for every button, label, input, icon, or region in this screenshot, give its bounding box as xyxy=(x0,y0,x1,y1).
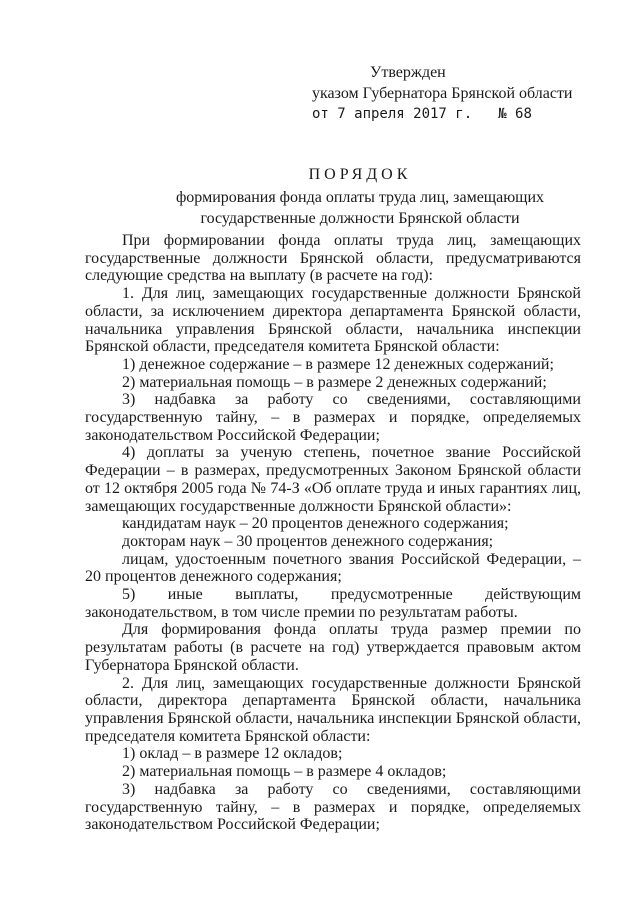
paragraph: кандидатам наук – 20 процентов денежного содержания; xyxy=(122,515,509,533)
paragraph: 3) надбавка за работу со сведениями, составляющими государственную тайну, – в размерах и порядке, определяемых законодательством Российской Федерации; xyxy=(85,780,581,834)
paragraph: 5) иные выплаты, предусмотренные действующим законодательством, в том числе премии по результатам работы. xyxy=(85,586,581,621)
document-body xyxy=(85,232,581,834)
decree-number: № 68 xyxy=(498,106,532,122)
paragraph: 2) материальная помощь – в размере 4 окладов; xyxy=(122,763,447,781)
decree-date: от 7 апреля 2017 г. xyxy=(312,106,473,122)
decree-dateline xyxy=(312,104,573,125)
paragraph: При формировании фонда оплаты труда лиц, замещающих государственные должности Брянской области, предусматриваются следующие средства на выплату (в расчете на год): xyxy=(85,232,581,285)
paragraph: лицам, удостоенным почетного звания Российской Федерации, – 20 процентов денежного содержания; xyxy=(85,550,581,586)
paragraph: 1) оклад – в размере 12 окладов; xyxy=(122,745,343,763)
document-title: ПОРЯДОК xyxy=(308,166,412,183)
paragraph: 4) доплаты за ученую степень, почетное звание Российской Федерации – в размерах, предусмотренных Законом Брянской области от 12 октября 2005 года № 74-З «Об оплате труда и иных гарантиях лиц, замещающих государственные должности Брянской области»: xyxy=(85,444,581,515)
paragraph: докторам наук – 30 процентов денежного содержания; xyxy=(122,532,494,550)
paragraph: 1) денежное содержание – в размере 12 денежных содержаний; xyxy=(122,355,554,373)
document-subtitle-line-2: государственные должности Брянской области xyxy=(200,210,520,227)
paragraph: 1. Для лиц, замещающих государственные должности Брянской области, за исключением директора департамента Брянской области, начальника управления Брянской области, начальника инспекции Брянской области, председателя комитета Брянской области: xyxy=(85,285,581,356)
document-subtitle-line-1: формирования фонда оплаты труда лиц, замещающих xyxy=(175,189,545,206)
paragraph: 2) материальная помощь – в размере 2 денежных содержаний; xyxy=(122,373,547,391)
paragraph: 3) надбавка за работу со сведениями, составляющими государственную тайну, – в размерах и порядке, определяемых законодательством Российской Федерации; xyxy=(85,391,581,444)
decree-label: указом Губернатора Брянской области xyxy=(312,85,573,102)
approval-stamp xyxy=(312,62,573,125)
paragraph: 2. Для лиц, замещающих государственные должности Брянской области, директора департамента Брянской области, начальника управления Брянской области, начальника инспекции Брянской области, председателя комитета Брянской области: xyxy=(85,674,581,745)
paragraph: Для формирования фонда оплаты труда размер премии по результатам работы (в расчете на год) утверждается правовым актом Губернатора Брянской области. xyxy=(85,621,581,674)
document-title-block xyxy=(0,164,640,229)
approved-label: Утвержден xyxy=(370,64,446,81)
